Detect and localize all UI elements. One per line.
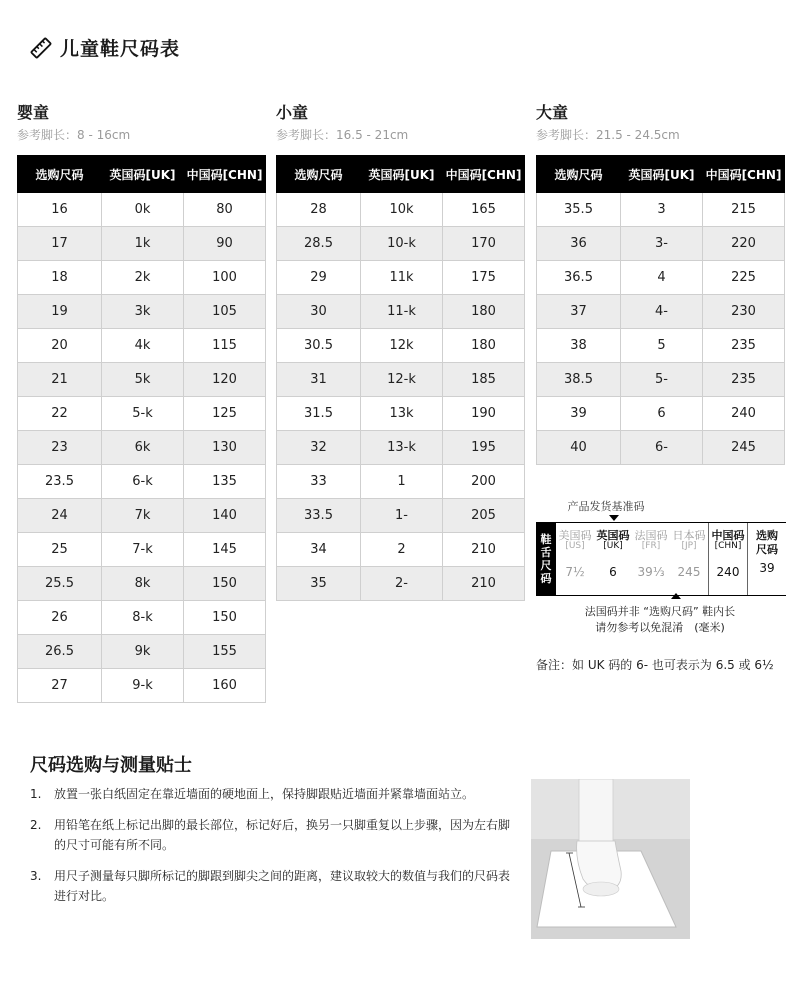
table-cell: 28.5 xyxy=(277,227,361,261)
reference-col-select xyxy=(748,523,786,595)
table-cell: 150 xyxy=(184,567,266,601)
table-cell: 90 xyxy=(184,227,266,261)
table-cell: 2 xyxy=(361,533,443,567)
reference-col-fr xyxy=(632,523,670,595)
table-row xyxy=(537,329,785,363)
table-cell: 125 xyxy=(184,397,266,431)
col-code: [FR] xyxy=(641,541,661,551)
table-cell: 23.5 xyxy=(18,465,102,499)
table-cell: 13-k xyxy=(361,431,443,465)
tip-number: 1. xyxy=(30,787,42,801)
table-row xyxy=(537,227,785,261)
foot-measure-illustration xyxy=(531,779,690,939)
table-cell: 26.5 xyxy=(18,635,102,669)
table-cell: 205 xyxy=(443,499,525,533)
table-cell: 18 xyxy=(18,261,102,295)
table-cell: 150 xyxy=(184,601,266,635)
table-row xyxy=(18,601,266,635)
table-cell: 28 xyxy=(277,193,361,227)
table-cell: 180 xyxy=(443,329,525,363)
table-cell: 180 xyxy=(443,295,525,329)
table-cell: 2- xyxy=(361,567,443,601)
group-title: 大童 xyxy=(536,103,569,122)
table-cell: 160 xyxy=(184,669,266,703)
table-cell: 4 xyxy=(621,261,703,295)
table-cell: 25 xyxy=(18,533,102,567)
table-row xyxy=(277,363,525,397)
col-name: 日本码 xyxy=(672,529,706,542)
tip-number: 2. xyxy=(30,818,42,832)
tips-title: 尺码选购与测量贴士 xyxy=(30,755,192,776)
col-code: [UK] xyxy=(603,541,623,551)
table-cell: 210 xyxy=(443,567,525,601)
table-row xyxy=(277,227,525,261)
table-cell: 195 xyxy=(443,431,525,465)
tip-number: 3. xyxy=(30,869,42,883)
table-cell: 210 xyxy=(443,533,525,567)
table-cell: 11k xyxy=(361,261,443,295)
table-cell: 135 xyxy=(184,465,266,499)
tip-text: 用尺子测量每只脚所标记的脚跟到脚尖之间的距离，建议取较大的数值与我们的尺码表进行对比。 xyxy=(54,869,511,903)
table-cell: 170 xyxy=(443,227,525,261)
table-cell: 235 xyxy=(703,329,785,363)
table-cell: 140 xyxy=(184,499,266,533)
col-value: 240 xyxy=(716,565,740,579)
table-cell: 24 xyxy=(18,499,102,533)
group-subtitle: 参考脚长：8 - 16cm xyxy=(17,128,131,142)
table-cell: 36 xyxy=(537,227,621,261)
table-cell: 36.5 xyxy=(537,261,621,295)
table-cell: 5 xyxy=(621,329,703,363)
table-row xyxy=(18,567,266,601)
table-cell: 20 xyxy=(18,329,102,363)
table-cell: 21 xyxy=(18,363,102,397)
table-cell: 175 xyxy=(443,261,525,295)
table-cell: 29 xyxy=(277,261,361,295)
table-row xyxy=(18,499,266,533)
page-header xyxy=(30,34,180,61)
col-name: 英国码 xyxy=(596,529,630,542)
col-value: 6 xyxy=(609,565,617,579)
table-cell: 115 xyxy=(184,329,266,363)
table-cell: 38.5 xyxy=(537,363,621,397)
tip-text: 用铅笔在纸上标记出脚的最长部位，标记好后，换另一只脚重复以上步骤，因为左右脚的尺寸可能有所不同。 xyxy=(54,818,511,852)
size-table xyxy=(536,155,785,465)
reference-col-uk xyxy=(594,523,632,595)
table-cell: 0k xyxy=(102,193,184,227)
table-cell: 6- xyxy=(621,431,703,465)
table-cell: 30.5 xyxy=(277,329,361,363)
table-cell: 235 xyxy=(703,363,785,397)
table-cell: 16 xyxy=(18,193,102,227)
table-cell: 145 xyxy=(184,533,266,567)
table-cell: 130 xyxy=(184,431,266,465)
table-cell: 39 xyxy=(537,397,621,431)
column-header: 中国码[CHN] xyxy=(443,156,525,193)
table-row xyxy=(18,261,266,295)
arrow-down-icon xyxy=(609,515,619,521)
arrow-up-icon xyxy=(671,593,681,599)
table-row xyxy=(277,431,525,465)
table-cell: 105 xyxy=(184,295,266,329)
tip-item xyxy=(30,784,510,804)
table-row xyxy=(18,295,266,329)
table-cell: 25.5 xyxy=(18,567,102,601)
col-name: 选购 xyxy=(756,529,778,542)
table-row xyxy=(18,465,266,499)
table-cell: 3k xyxy=(102,295,184,329)
tips-list xyxy=(30,784,510,917)
table-cell: 4- xyxy=(621,295,703,329)
col-code: [US] xyxy=(565,541,585,551)
table-cell: 10k xyxy=(361,193,443,227)
column-header: 英国码[UK] xyxy=(621,156,703,193)
size-group-kids xyxy=(276,100,526,601)
table-row xyxy=(537,261,785,295)
reference-caption: 产品发货基准码 xyxy=(567,500,645,513)
col-value: 39 xyxy=(759,561,775,575)
column-header: 英国码[UK] xyxy=(102,156,184,193)
tip-text: 放置一张白纸固定在靠近墙面的硬地面上，保持脚跟贴近墙面并紧靠墙面站立。 xyxy=(54,787,475,801)
table-row xyxy=(537,363,785,397)
table-cell: 32 xyxy=(277,431,361,465)
table-cell: 30 xyxy=(277,295,361,329)
table-row xyxy=(537,397,785,431)
table-cell: 120 xyxy=(184,363,266,397)
table-cell: 27 xyxy=(18,669,102,703)
table-cell: 4k xyxy=(102,329,184,363)
table-cell: 35 xyxy=(277,567,361,601)
column-header: 中国码[CHN] xyxy=(184,156,266,193)
table-row xyxy=(537,431,785,465)
reference-table xyxy=(536,522,786,596)
table-row xyxy=(18,431,266,465)
table-cell: 7k xyxy=(102,499,184,533)
table-cell: 240 xyxy=(703,397,785,431)
size-table xyxy=(17,155,266,703)
col-value: 245 xyxy=(677,565,701,579)
table-cell: 100 xyxy=(184,261,266,295)
size-group-junior xyxy=(536,100,786,465)
table-row xyxy=(537,295,785,329)
column-header: 中国码[CHN] xyxy=(703,156,785,193)
table-row xyxy=(18,363,266,397)
table-cell: 80 xyxy=(184,193,266,227)
table-row xyxy=(277,499,525,533)
table-cell: 9k xyxy=(102,635,184,669)
table-cell: 1- xyxy=(361,499,443,533)
table-row xyxy=(18,669,266,703)
table-cell: 12k xyxy=(361,329,443,363)
col-name: 中国码 xyxy=(711,529,745,542)
table-row xyxy=(277,329,525,363)
table-cell: 200 xyxy=(443,465,525,499)
table-cell: 8k xyxy=(102,567,184,601)
table-row xyxy=(18,635,266,669)
col-value: 7½ xyxy=(565,565,585,579)
table-row xyxy=(18,397,266,431)
side-char: 码 xyxy=(540,572,552,585)
group-title: 小童 xyxy=(276,103,309,122)
table-row xyxy=(18,329,266,363)
page-title: 儿童鞋尺码表 xyxy=(60,38,181,60)
size-group-infant xyxy=(17,100,267,703)
table-cell: 34 xyxy=(277,533,361,567)
ruler-icon xyxy=(30,37,52,59)
table-row xyxy=(277,193,525,227)
table-cell: 5- xyxy=(621,363,703,397)
table-cell: 10-k xyxy=(361,227,443,261)
table-cell: 22 xyxy=(18,397,102,431)
table-cell: 33 xyxy=(277,465,361,499)
group-title: 婴童 xyxy=(17,103,50,122)
table-cell: 6 xyxy=(621,397,703,431)
table-cell: 185 xyxy=(443,363,525,397)
table-cell: 31.5 xyxy=(277,397,361,431)
tip-item xyxy=(30,815,510,855)
table-cell: 3 xyxy=(621,193,703,227)
table-cell: 1 xyxy=(361,465,443,499)
table-cell: 6k xyxy=(102,431,184,465)
table-cell: 26 xyxy=(18,601,102,635)
table-cell: 215 xyxy=(703,193,785,227)
note-line: 请勿参考以免混淆 (毫米) xyxy=(595,621,725,634)
table-row xyxy=(277,533,525,567)
reference-col-jp xyxy=(670,523,708,595)
table-cell: 31 xyxy=(277,363,361,397)
group-subtitle: 参考脚长：21.5 - 24.5cm xyxy=(536,128,680,142)
reference-side-label xyxy=(536,523,556,595)
table-cell: 8-k xyxy=(102,601,184,635)
table-cell: 37 xyxy=(537,295,621,329)
reference-col-chn xyxy=(708,523,748,595)
table-row xyxy=(277,261,525,295)
column-header: 选购尺码 xyxy=(277,156,361,193)
table-cell: 33.5 xyxy=(277,499,361,533)
table-cell: 3- xyxy=(621,227,703,261)
table-cell: 40 xyxy=(537,431,621,465)
table-cell: 155 xyxy=(184,635,266,669)
table-cell: 12-k xyxy=(361,363,443,397)
table-cell: 220 xyxy=(703,227,785,261)
side-char: 尺 xyxy=(540,559,552,572)
table-cell: 2k xyxy=(102,261,184,295)
side-char: 舌 xyxy=(540,546,552,559)
table-cell: 9-k xyxy=(102,669,184,703)
table-cell: 38 xyxy=(537,329,621,363)
col-code: [CHN] xyxy=(714,541,742,551)
table-cell: 230 xyxy=(703,295,785,329)
table-cell: 19 xyxy=(18,295,102,329)
group-subtitle: 参考脚长：16.5 - 21cm xyxy=(276,128,409,142)
note-line: 法国码并非 “选购尺码” 鞋内长 xyxy=(584,605,736,618)
table-row xyxy=(18,193,266,227)
table-cell: 13k xyxy=(361,397,443,431)
table-cell: 35.5 xyxy=(537,193,621,227)
table-cell: 17 xyxy=(18,227,102,261)
table-row xyxy=(18,533,266,567)
table-cell: 1k xyxy=(102,227,184,261)
col-code: [JP] xyxy=(681,541,697,551)
table-cell: 11-k xyxy=(361,295,443,329)
table-row xyxy=(537,193,785,227)
reference-note xyxy=(560,604,760,636)
side-char: 鞋 xyxy=(540,533,552,546)
table-row xyxy=(277,295,525,329)
table-cell: 225 xyxy=(703,261,785,295)
table-row xyxy=(277,465,525,499)
table-cell: 190 xyxy=(443,397,525,431)
tip-item xyxy=(30,866,510,906)
col-value: 39⅓ xyxy=(637,565,665,579)
table-cell: 5-k xyxy=(102,397,184,431)
column-header: 英国码[UK] xyxy=(361,156,443,193)
table-cell: 6-k xyxy=(102,465,184,499)
size-table xyxy=(276,155,525,601)
table-cell: 165 xyxy=(443,193,525,227)
table-cell: 5k xyxy=(102,363,184,397)
remark-text: 备注：如 UK 码的 6- 也可表示为 6.5 或 6½ xyxy=(536,658,774,672)
table-row xyxy=(277,397,525,431)
table-row xyxy=(277,567,525,601)
table-cell: 7-k xyxy=(102,533,184,567)
col-name: 法国码 xyxy=(634,529,668,542)
column-header: 选购尺码 xyxy=(537,156,621,193)
table-row xyxy=(18,227,266,261)
column-header: 选购尺码 xyxy=(18,156,102,193)
reference-size-box xyxy=(536,498,784,585)
table-cell: 245 xyxy=(703,431,785,465)
col-name: 美国码 xyxy=(558,529,592,542)
col-code: 尺码 xyxy=(756,543,778,556)
reference-col-us xyxy=(556,523,594,595)
table-cell: 23 xyxy=(18,431,102,465)
